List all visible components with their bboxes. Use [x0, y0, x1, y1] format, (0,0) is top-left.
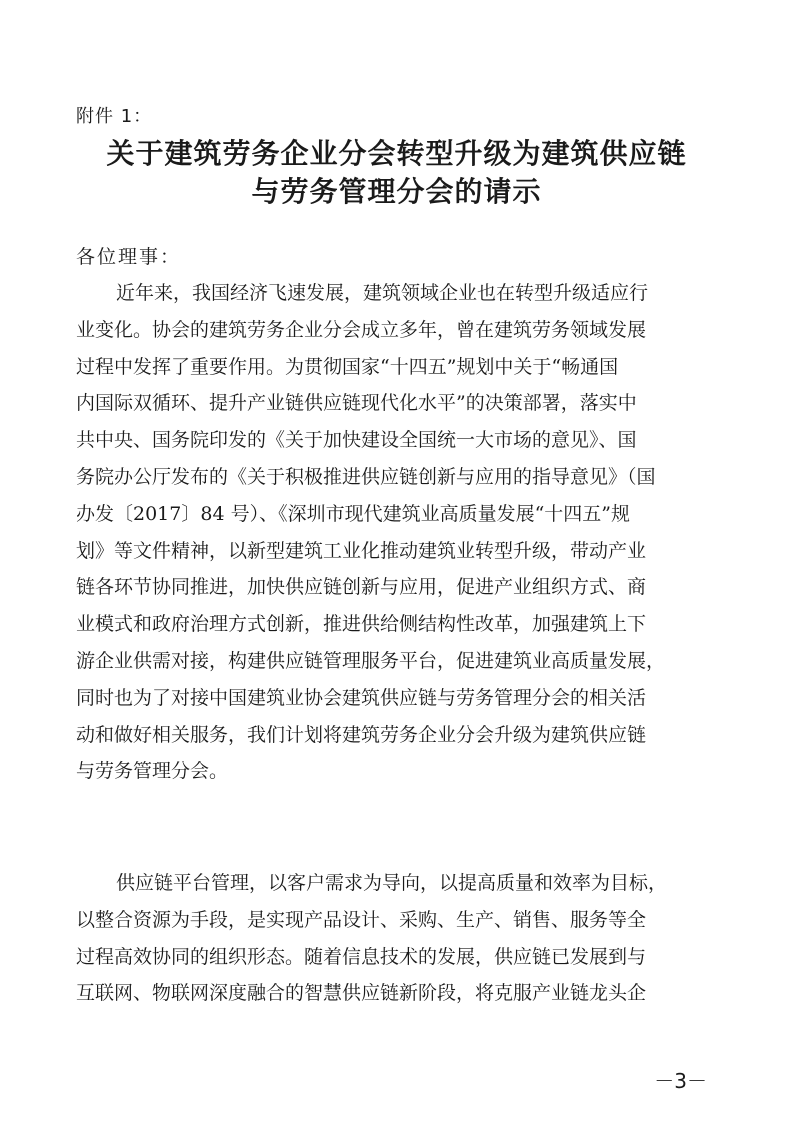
paragraph-line: 过程中发挥了重要作用。为贯彻国家“十四五”规划中关于“畅通国	[76, 355, 619, 378]
page-number: －3－	[654, 1069, 707, 1093]
paragraph-line: 互联网、物联网深度融合的智慧供应链新阶段，将克服产业链龙头企	[76, 982, 647, 1005]
paragraph-line: 业模式和政府治理方式创新，推进供给侧结构性改革，加强建筑上下	[76, 613, 647, 636]
paragraph-1	[76, 275, 716, 790]
paragraph-line: 动和做好相关服务，我们计划将建筑劳务企业分会升级为建筑供应链	[76, 723, 647, 746]
document-title-line-1: 关于建筑劳务企业分会转型升级为建筑供应链	[106, 137, 687, 170]
paragraph-line: 务院办公厅发布的《关于积极推进供应链创新与应用的指导意见》（国	[76, 465, 656, 488]
paragraph-line: 以整合资源为手段，是实现产品设计、采购、生产、销售、服务等全	[76, 908, 647, 931]
paragraph-line: 与劳务管理分会。	[76, 760, 229, 783]
paragraph-line: 办发〔2017〕84 号）、《深圳市现代建筑业高质量发展“十四五”规	[76, 502, 630, 525]
attachment-label: 附件 1：	[76, 106, 153, 127]
paragraph-2	[76, 865, 716, 1012]
paragraph-line: 链各环节协同推进，加快供应链创新与应用，促进产业组织方式、商	[76, 576, 647, 599]
paragraph-line: 过程高效协同的组织形态。随着信息技术的发展，供应链已发展到与	[76, 945, 647, 968]
paragraph-line: 近年来，我国经济飞速发展，建筑领域企业也在转型升级适应行	[116, 282, 649, 304]
paragraph-line: 共中央、国务院印发的《关于加快建设全国统一大市场的意见》、国	[76, 429, 637, 452]
paragraph-line: 游企业供需对接，构建供应链管理服务平台，促进建筑业高质量发展，	[76, 649, 666, 672]
document-title-line-2: 与劳务管理分会的请示	[251, 175, 542, 208]
paragraph-line: 业变化。协会的建筑劳务企业分会成立多年，曾在建筑劳务领域发展	[76, 318, 647, 341]
paragraph-line: 供应链平台管理，以客户需求为导向，以提高质量和效率为目标，	[116, 872, 668, 894]
paragraph-line: 同时也为了对接中国建筑业协会建筑供应链与劳务管理分会的相关活	[76, 686, 647, 709]
salutation: 各位理事：	[76, 246, 182, 268]
paragraph-line: 内国际双循环、提升产业链供应链现代化水平”的决策部署，落实中	[76, 392, 637, 415]
paragraph-line: 划》等文件精神，以新型建筑工业化推动建筑业转型升级，带动产业	[76, 539, 647, 562]
